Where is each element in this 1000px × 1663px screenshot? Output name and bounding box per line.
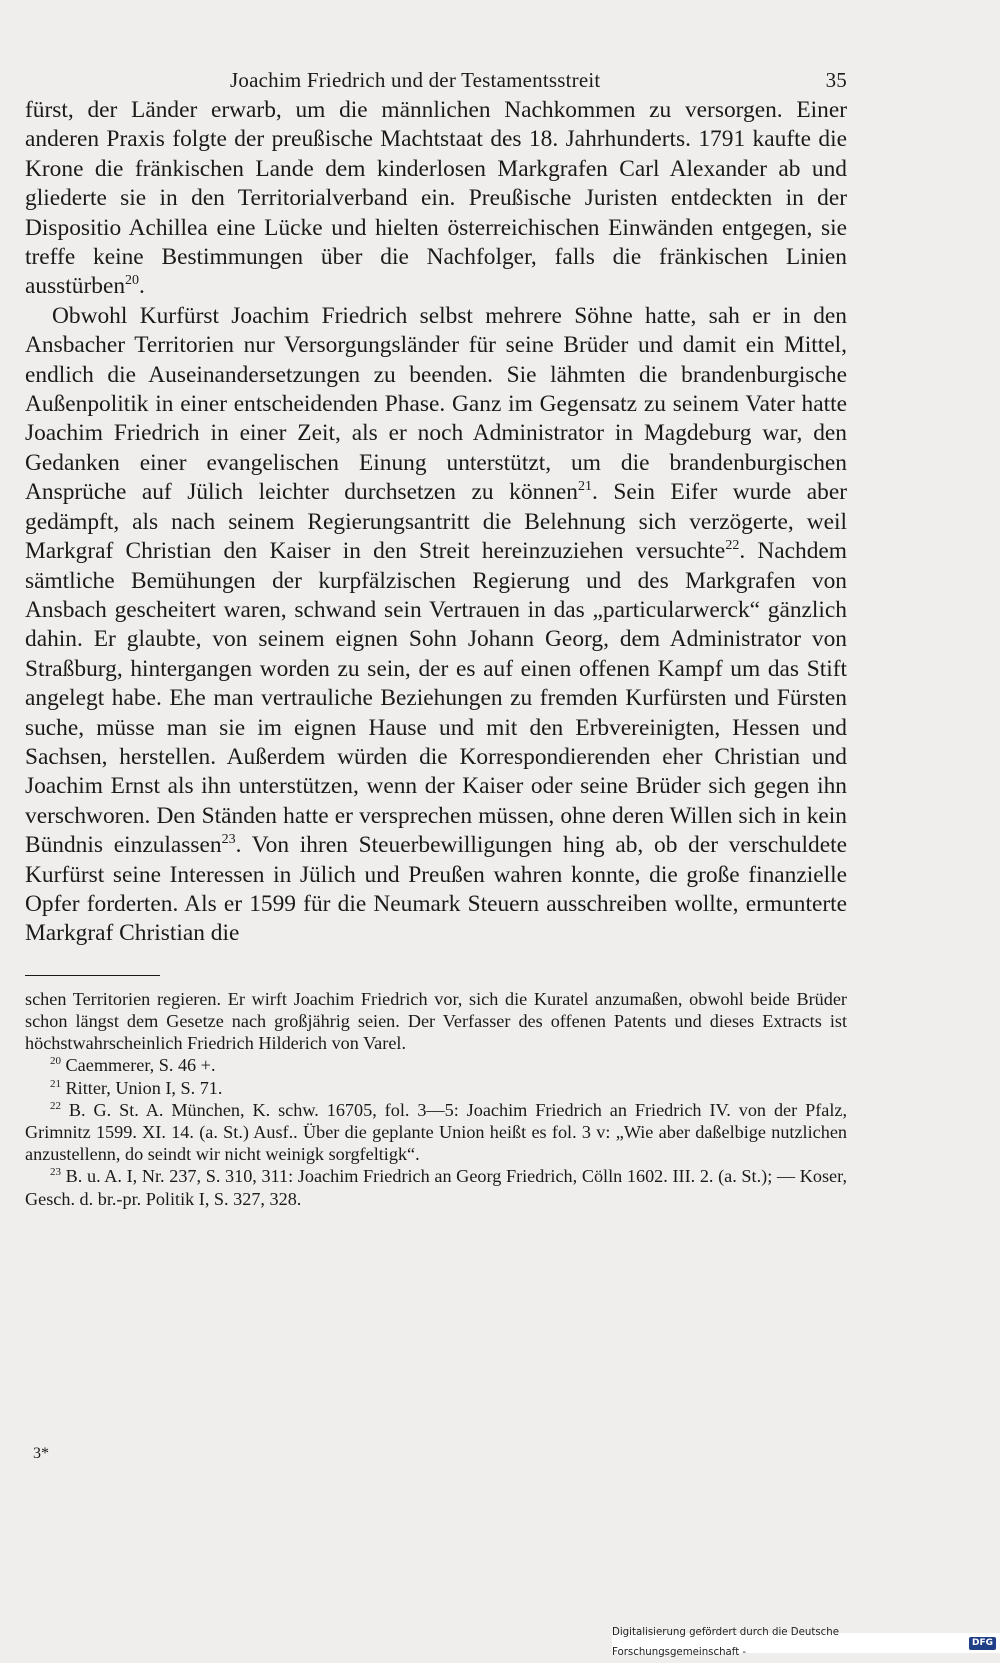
- paragraph-1: [25, 96, 847, 302]
- footnote-21-number: 21: [50, 1077, 61, 1090]
- footnote-23: [25, 1165, 847, 1209]
- paragraph-2-text-c: . Nachdem sämtliche Bemühungen der kurpfälzischen Regierung und des Markgrafen von Ansbach gescheitert waren, schwand sein Vertrauen in das „particularwerck“ gänzlich dahin. Er glaubte, von seinem eignen Sohn Johann Georg, dem Administrator von Straßburg, hintergangen worden zu sein, der es auf einen offenen Kampf um das Stift angelegt habe. Ehe man vertrauliche Beziehungen zu fremden Kurfürsten und Fürsten suche, müsse man sie im eignen Hause und mit den Erbvereinigten, Hessen und Sachsen, herstellen. Außerdem würden die Korrespondierenden eher Christian und Joachim Ernst als ihn unterstützen, wenn der Kaiser oder seine Brüder sich gegen ihn verschworen. Den Ständen hatte er versprechen müssen, ohne deren Willen sich in kein Bündnis einzulassen: [25, 538, 847, 859]
- credit-text: Digitalisierung gefördert durch die Deutsche Forschungsgemeinschaft -: [612, 1627, 839, 1658]
- footnote-20-text: Caemmerer, S. 46 +.: [61, 1055, 216, 1076]
- running-title: Joachim Friedrich und der Testamentsstreit: [230, 68, 601, 92]
- footnote-22-text: B. G. St. A. München, K. schw. 16705, fol. 3—5: Joachim Friedrich an Friedrich IV. von der Pfalz, Grimnitz 1599. XI. 14. (a. St.) Ausf.. Über die geplante Union heißt es fol. 3 v: „Wie aber daßelbige nutzlichen anzustellenn, do seindt wir nicht weinigk sorgfeltigk“.: [25, 1099, 847, 1165]
- footnote-21: [25, 1077, 847, 1099]
- footnote-continuation: schen Territorien regieren. Er wirft Joachim Friedrich vor, sich die Kuratel anzumaßen, obwohl beide Brüder schon längst dem Gesetze nach großjährig seien. Der Verfasser des offenen Patents und dieses Extracts ist höchstwahrscheinlich Friedrich Hilderich von Varel.: [25, 988, 847, 1054]
- footnote-ref-23: 23: [221, 832, 236, 848]
- paragraph-2: [25, 302, 847, 949]
- footnote-21-text: Ritter, Union I, S. 71.: [61, 1077, 223, 1098]
- signature-mark: 3*: [33, 1445, 49, 1462]
- paragraph-2-text-d: . Von ihren Steuerbewilligungen hing ab, ob der verschuldete Kurfürst seine Interessen in Jülich und Preußen wahren konnte, die große finanzielle Opfer forderten. Als er 1599 für die Neumark Steuern ausschreiben wollte, ermunterte Markgraf Christian die: [25, 832, 848, 947]
- footnote-20-number: 20: [50, 1055, 61, 1068]
- footnote-ref-22: 22: [725, 538, 740, 554]
- footnote-22-number: 22: [50, 1099, 61, 1112]
- page-number: 35: [825, 68, 847, 92]
- paragraph-1-text-b: .: [139, 273, 145, 300]
- paragraph-2-text-b: . Sein Eifer wurde aber gedämpft, als nach seinem Regierungsantritt die Belehnung sich verzögerte, weil Markgraf Christian den Kaiser in den Streit hereinzuziehen versuchte: [25, 479, 847, 565]
- digitization-credit: [612, 1627, 1000, 1658]
- footnote-rule: [25, 975, 160, 976]
- footnote-ref-21: 21: [578, 479, 592, 495]
- footnote-20: [25, 1054, 847, 1076]
- main-text: [25, 96, 847, 949]
- running-head: [25, 62, 847, 96]
- paragraph-2-text-a: Obwohl Kurfürst Joachim Friedrich selbst mehrere Söhne hatte, sah er in den Ansbacher Territorien nur Versorgungsländer für seine Brüder und damit ein Mittel, endlich die Auseinandersetzungen zu beenden. Sie lähmten die brandenburgische Außenpolitik in einer entscheidenden Phase. Ganz im Gegensatz zu seinem Vater hatte Joachim Friedrich in einer Zeit, als er noch Administrator in Magdeburg war, den Gedanken einer evangelischen Einung unterstützt, um die brandenburgischen Ansprüche auf Jülich leichter durchsetzen zu können: [25, 302, 847, 506]
- footnote-23-text: B. u. A. I, Nr. 237, S. 310, 311: Joachim Friedrich an Georg Friedrich, Cölln 1602. III. 2. (a. St.); — Koser, Gesch. d. br.-pr. Politik I, S. 327, 328.: [25, 1166, 847, 1209]
- dfg-logo-icon: DFG: [969, 1637, 996, 1650]
- footnote-23-number: 23: [50, 1166, 61, 1179]
- footnote-ref-20: 20: [125, 273, 140, 289]
- paragraph-1-text-a: fürst, der Länder erwarb, um die männlichen Nachkommen zu versorgen. Einer anderen Praxis folgte der preußische Machtstaat des 18. Jahrhunderts. 1791 kaufte die Krone die fränkischen Lande dem kinderlosen Markgrafen Carl Alexander ab und gliederte sie in den Territorialverband ein. Preußische Juristen entdeckten in der Dispositio Achillea eine Lücke und hielten österreichischen Einwänden entgegen, sie treffe keine Bestimmungen über die Nachfolger, falls die fränkischen Linien ausstürben: [25, 97, 847, 300]
- footnotes: [25, 988, 847, 1210]
- footnote-22: [25, 1099, 847, 1166]
- book-page: [25, 62, 847, 1210]
